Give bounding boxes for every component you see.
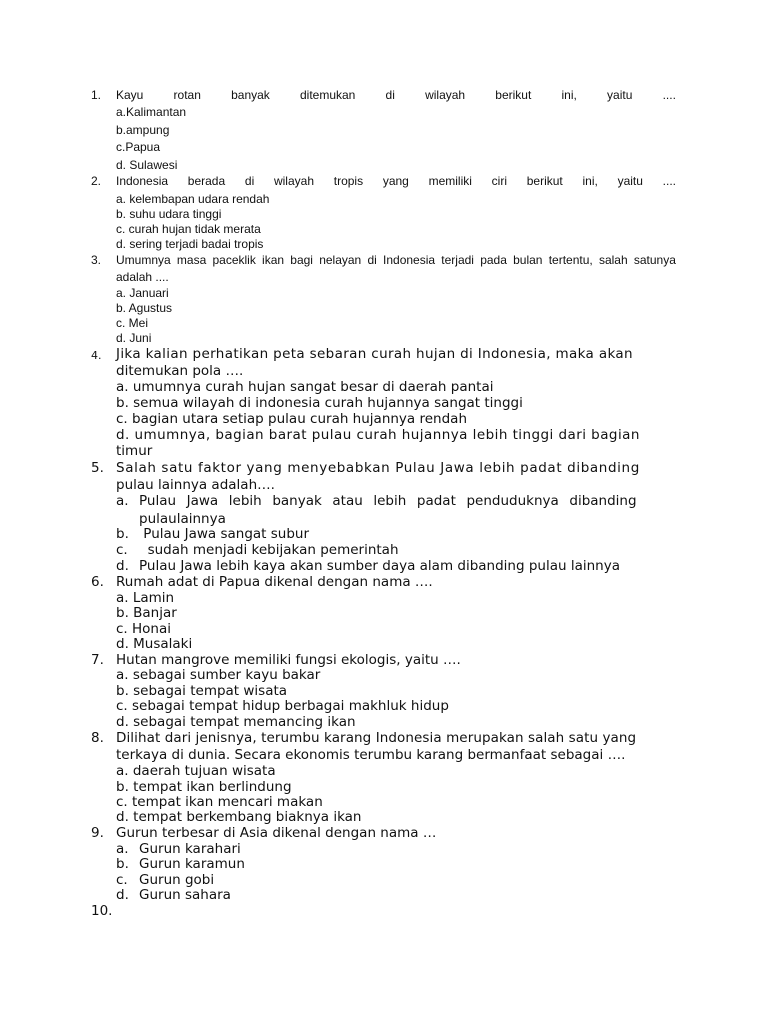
question-text: Jika kalian perhatikan peta sebaran curah hujan di Indonesia, maka akan: [116, 346, 633, 362]
question-text: Hutan mangrove memiliki fungsi ekologis, yaitu ….: [116, 652, 461, 668]
question-text: Rumah adat di Papua dikenal dengan nama ….: [116, 574, 433, 590]
question-number: 2.: [91, 174, 102, 188]
question-number: 1.: [91, 88, 102, 102]
question-number: 9.: [91, 825, 104, 841]
question-number: 3.: [91, 253, 102, 267]
question-number: 5.: [91, 460, 104, 476]
question-text: Umumnya masa paceklik ikan bagi nelayan di Indonesia terjadi pada bulan tertentu, salah satunya: [116, 253, 676, 267]
question-text: Kayu rotan banyak ditemukan di wilayah berikut ini, yaitu ....: [116, 88, 676, 102]
question-number: 8.: [91, 730, 104, 746]
question-number: 6.: [91, 574, 104, 590]
question-number: 7.: [91, 652, 104, 668]
question-number: 4.: [91, 349, 102, 362]
question-text: Indonesia berada di wilayah tropis yang memiliki ciri berikut ini, yaitu ....: [116, 174, 676, 188]
question-text: Salah satu faktor yang menyebabkan Pulau Jawa lebih padat dibanding: [116, 460, 640, 476]
document-page: 1. Kayu rotan banyak ditemukan di wilayah berikut ini, yaitu .... a.Kalimantan b.ampung c.Papua d. Sulawesi 2. Indonesia berada di wilayah tropis yang memiliki ciri berikut ini, yaitu .... a. kelembapan udara rendah b. suhu udara tinggi c. curah hujan tidak merata d. sering terjadi badai tropis 3. Umumnya masa paceklik ikan bagi nelayan di Indonesia terjadi pada bulan tertentu, salah satunya adalah .... a. Januari b. Agustus c. Mei d. Juni 4. Jika kalian perhatikan peta sebaran curah hujan di Indonesia, maka akan ditemukan pola …. a. umumnya curah hujan sangat besar di daerah pantai b. semua wilayah di indonesia curah hujannya sangat tinggi c. bagian utara setiap pulau curah hujannya rendah d. umumnya, bagian barat pulau curah hujannya lebih tinggi dari bagian timur 5. Salah satu faktor yang menyebabkan Pulau Jawa lebih padat dibanding pulau lainnya adalah…. a. Pulau Jawa lebih banyak atau lebih padat penduduknya dibanding pulaulainnya b. Pulau Jawa sangat subur c. sudah menjadi kebijakan pemerintah d. Pulau Jawa lebih kaya akan sumber daya alam dibanding pulau lainnya 6. Rumah adat di Papua dikenal dengan nama …. a. Lamin b. Banjar c. Honai d. Musalaki 7. Hutan mangrove memiliki fungsi ekologis, yaitu …. a. sebagai sumber kayu bakar b. sebagai tempat wisata c. sebagai tempat hidup berbagai makhluk hidup d. sebagai tempat memancing ikan 8. Dilihat dari jenisnya, terumbu karang Indonesia merupakan salah satu yang terkaya di dunia. Secara ekonomis terumbu karang bermanfaat sebagai …. a. daerah tujuan wisata b. tempat ikan berlindung c. tempat ikan mencari makan d. tempat berkembang biaknya ikan 9. Gurun terbesar di Asia dikenal dengan nama … a. Gurun karahari b. Gurun karamun c. Gurun gobi d. Gurun sahara 10.: [91, 88, 676, 919]
question-text: Dilihat dari jenisnya, terumbu karang Indonesia merupakan salah satu yang: [116, 730, 637, 746]
question-number: 10.: [91, 903, 113, 919]
question-text: Gurun terbesar di Asia dikenal dengan nama …: [116, 825, 437, 841]
